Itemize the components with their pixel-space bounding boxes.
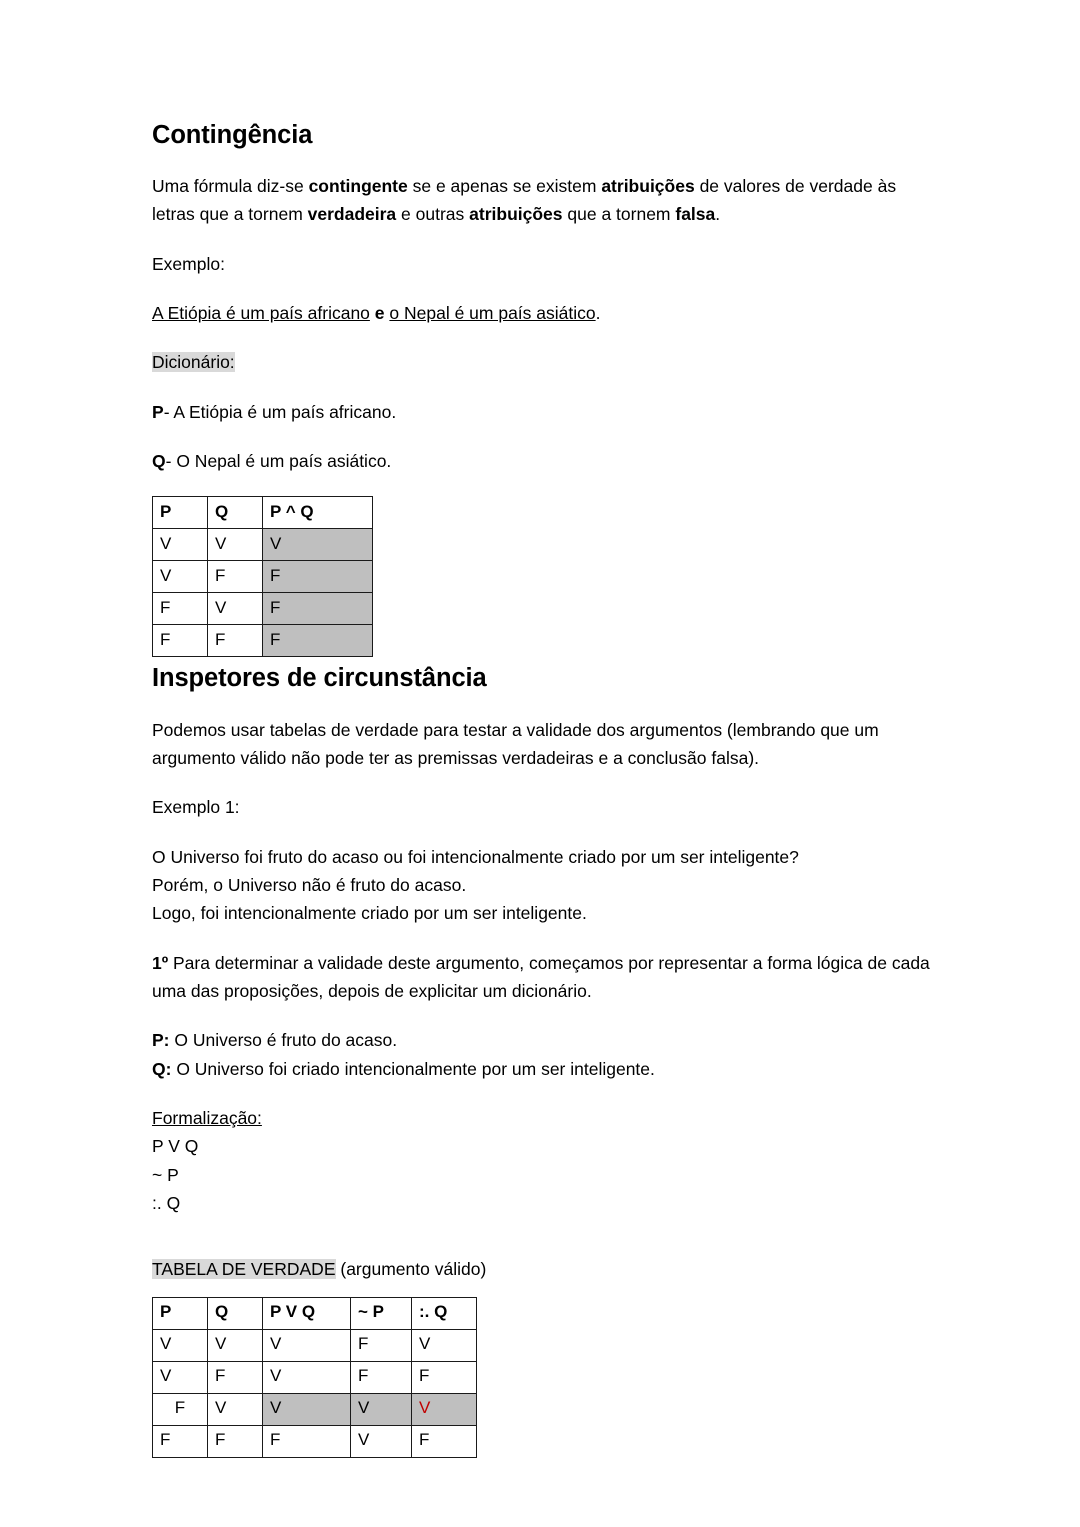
table2-cell-r3c2: F [263, 1425, 351, 1457]
caption-rest: (argumento válido) [335, 1259, 487, 1280]
formalization-line-3: :. Q [152, 1193, 181, 1214]
table2-cell-r0c4: V [412, 1329, 477, 1361]
table1-cell-r3c1: F [208, 625, 263, 657]
table2-cell-r2c3: V [351, 1393, 412, 1425]
dictionary-entry-q-1 [152, 447, 932, 475]
dictionary-entry-q-2 [152, 1055, 932, 1083]
definition-bold-falsa: falsa [675, 204, 716, 225]
table2-col-header-therefore-q: :. Q [412, 1297, 477, 1329]
table2-cell-r1c4: F [412, 1361, 477, 1393]
example-connector-e: e [374, 303, 385, 324]
table2-col-header-porq: P V Q [263, 1297, 351, 1329]
table1-cell-r2c1: V [208, 593, 263, 625]
table-row [153, 561, 373, 593]
label-formalizacao [152, 1104, 932, 1132]
dictionary-entry-p-1 [152, 398, 932, 426]
definition-text-part4: e outras [396, 204, 470, 225]
dictionary-key-p-1: P [152, 401, 164, 422]
dictionary-key-p-2: P: [152, 1030, 170, 1051]
table1-cell-r3c0: F [153, 625, 208, 657]
table2-cell-r0c3: F [351, 1329, 412, 1361]
definition-text-part2: se e apenas se existem [407, 176, 602, 197]
paragraph-definicao-contingencia [152, 172, 932, 229]
table2-cell-r3c3: V [351, 1425, 412, 1457]
definition-text-part1: Uma fórmula diz-se [152, 176, 309, 197]
table2-cell-r2c4: V [412, 1393, 477, 1425]
heading-inspetores: Inspetores de circunstância [152, 664, 487, 693]
table1-col-header-pandq: P ^ Q [263, 497, 373, 529]
table1-cell-r1c2: F [263, 561, 373, 593]
truth-table-argumento-valido [152, 1297, 477, 1458]
truth-table-conjuncao [152, 496, 373, 657]
caption-tabela-de-verdade [152, 1255, 932, 1283]
formalizacao-underlined: Formalização: [152, 1108, 262, 1128]
definition-bold-contingente: contingente [308, 176, 408, 197]
table-row [153, 1361, 477, 1393]
dictionary-text-q-1: O Nepal é um país asiático. [176, 451, 392, 472]
label-exemplo-1: Exemplo: [152, 253, 225, 274]
definition-text-part5: que a tornem [562, 204, 676, 225]
argument-premise-1: O Universo foi fruto do acaso ou foi intencionalmente criado por um ser inteligente? [152, 846, 799, 867]
table1-cell-r2c0: F [153, 593, 208, 625]
definition-bold-verdadeira: verdadeira [307, 204, 397, 225]
dicionario-highlight: Dicionário: [152, 352, 235, 373]
paragraph-intro-inspetores: Podemos usar tabelas de verdade para testar a validade dos argumentos (lembrando que um argumento válido não pode ter as premissas verdadeiras e a conclusão falsa). [152, 719, 879, 768]
table1-col-header-p: P [153, 497, 208, 529]
document-content [152, 120, 932, 1458]
table2-col-header-q: Q [208, 1297, 263, 1329]
table-header-row [153, 497, 373, 529]
table1-cell-r0c2: V [263, 529, 373, 561]
table-row [153, 1425, 477, 1457]
dictionary-text-q-2: O Universo foi criado intencionalmente por um ser inteligente. [171, 1058, 655, 1079]
argument-block [152, 843, 932, 928]
argument-premise-2: Porém, o Universo não é fruto do acaso. [152, 874, 467, 895]
example-underlined-nepal: o Nepal é um país asiático [389, 303, 596, 324]
label-exemplo-2: Exemplo 1: [152, 797, 240, 818]
table2-cell-r1c3: F [351, 1361, 412, 1393]
table2-cell-r0c2: V [263, 1329, 351, 1361]
caption-highlight: TABELA DE VERDADE [152, 1259, 336, 1280]
table-row [153, 529, 373, 561]
definition-bold-atribuicoes-1: atribuições [601, 176, 695, 197]
step-marker-1: 1º [152, 952, 169, 973]
table2-cell-r2c0: F [153, 1393, 208, 1425]
formalization-line-1: P V Q [152, 1136, 199, 1157]
table1-cell-r3c2: F [263, 625, 373, 657]
example-underlined-etiopia: A Etiópia é um país africano [152, 303, 370, 324]
table2-cell-r1c0: V [153, 1361, 208, 1393]
table-row [153, 1329, 477, 1361]
dictionary-sep-q-1: - [165, 451, 177, 472]
dictionary-sep-p-1: - [163, 401, 174, 422]
table1-cell-r2c2: F [263, 593, 373, 625]
table2-cell-r3c1: F [208, 1425, 263, 1457]
table-row-highlighted [153, 1393, 477, 1425]
table2-cell-r3c4: F [412, 1425, 477, 1457]
table2-cell-r3c0: F [153, 1425, 208, 1457]
argument-conclusion: Logo, foi intencionalmente criado por um ser inteligente. [152, 903, 587, 924]
spacer-before-caption [152, 1217, 932, 1255]
table1-cell-r1c0: V [153, 561, 208, 593]
table2-cell-r1c1: F [208, 1361, 263, 1393]
table-row [153, 593, 373, 625]
table1-cell-r0c1: V [208, 529, 263, 561]
table2-col-header-p: P [153, 1297, 208, 1329]
table-row [153, 625, 373, 657]
formalization-block [152, 1104, 932, 1217]
dictionary-key-q-2: Q: [152, 1058, 172, 1079]
table-header-row [153, 1297, 477, 1329]
table2-cell-r0c1: V [208, 1329, 263, 1361]
table1-col-header-q: Q [208, 497, 263, 529]
dictionary-text-p-1: A Etiópia é um país africano. [173, 401, 397, 422]
table2-cell-r2c2: V [263, 1393, 351, 1425]
table2-cell-r2c1: V [208, 1393, 263, 1425]
formalization-line-2: ~ P [152, 1164, 179, 1185]
definition-bold-atribuicoes-2: atribuições [469, 204, 563, 225]
definition-text-part3: de valores de verdade às letras que a tornem [152, 176, 897, 225]
table1-cell-r0c0: V [153, 529, 208, 561]
example-period: . [595, 303, 601, 324]
table2-col-header-notp: ~ P [351, 1297, 412, 1329]
step-text-1: Para determinar a validade deste argumento, começamos por representar a forma lógica de cada uma das proposições, depois de explicitar um dicionário. [152, 952, 930, 1001]
dictionary-text-p-2: O Universo é fruto do acaso. [169, 1030, 398, 1051]
definition-text-part6: . [715, 204, 721, 225]
heading-contingencia: Contingência [152, 121, 313, 149]
dictionary-entry-p-2 [152, 1026, 932, 1054]
paragraph-passo-1 [152, 949, 932, 1006]
table2-cell-r1c2: V [263, 1361, 351, 1393]
label-dicionario [152, 348, 932, 376]
table1-cell-r1c1: F [208, 561, 263, 593]
dictionary-block-2 [152, 1026, 932, 1083]
dictionary-key-q-1: Q [152, 451, 166, 472]
example-sentence-contingencia [152, 299, 932, 327]
table2-cell-r0c0: V [153, 1329, 208, 1361]
